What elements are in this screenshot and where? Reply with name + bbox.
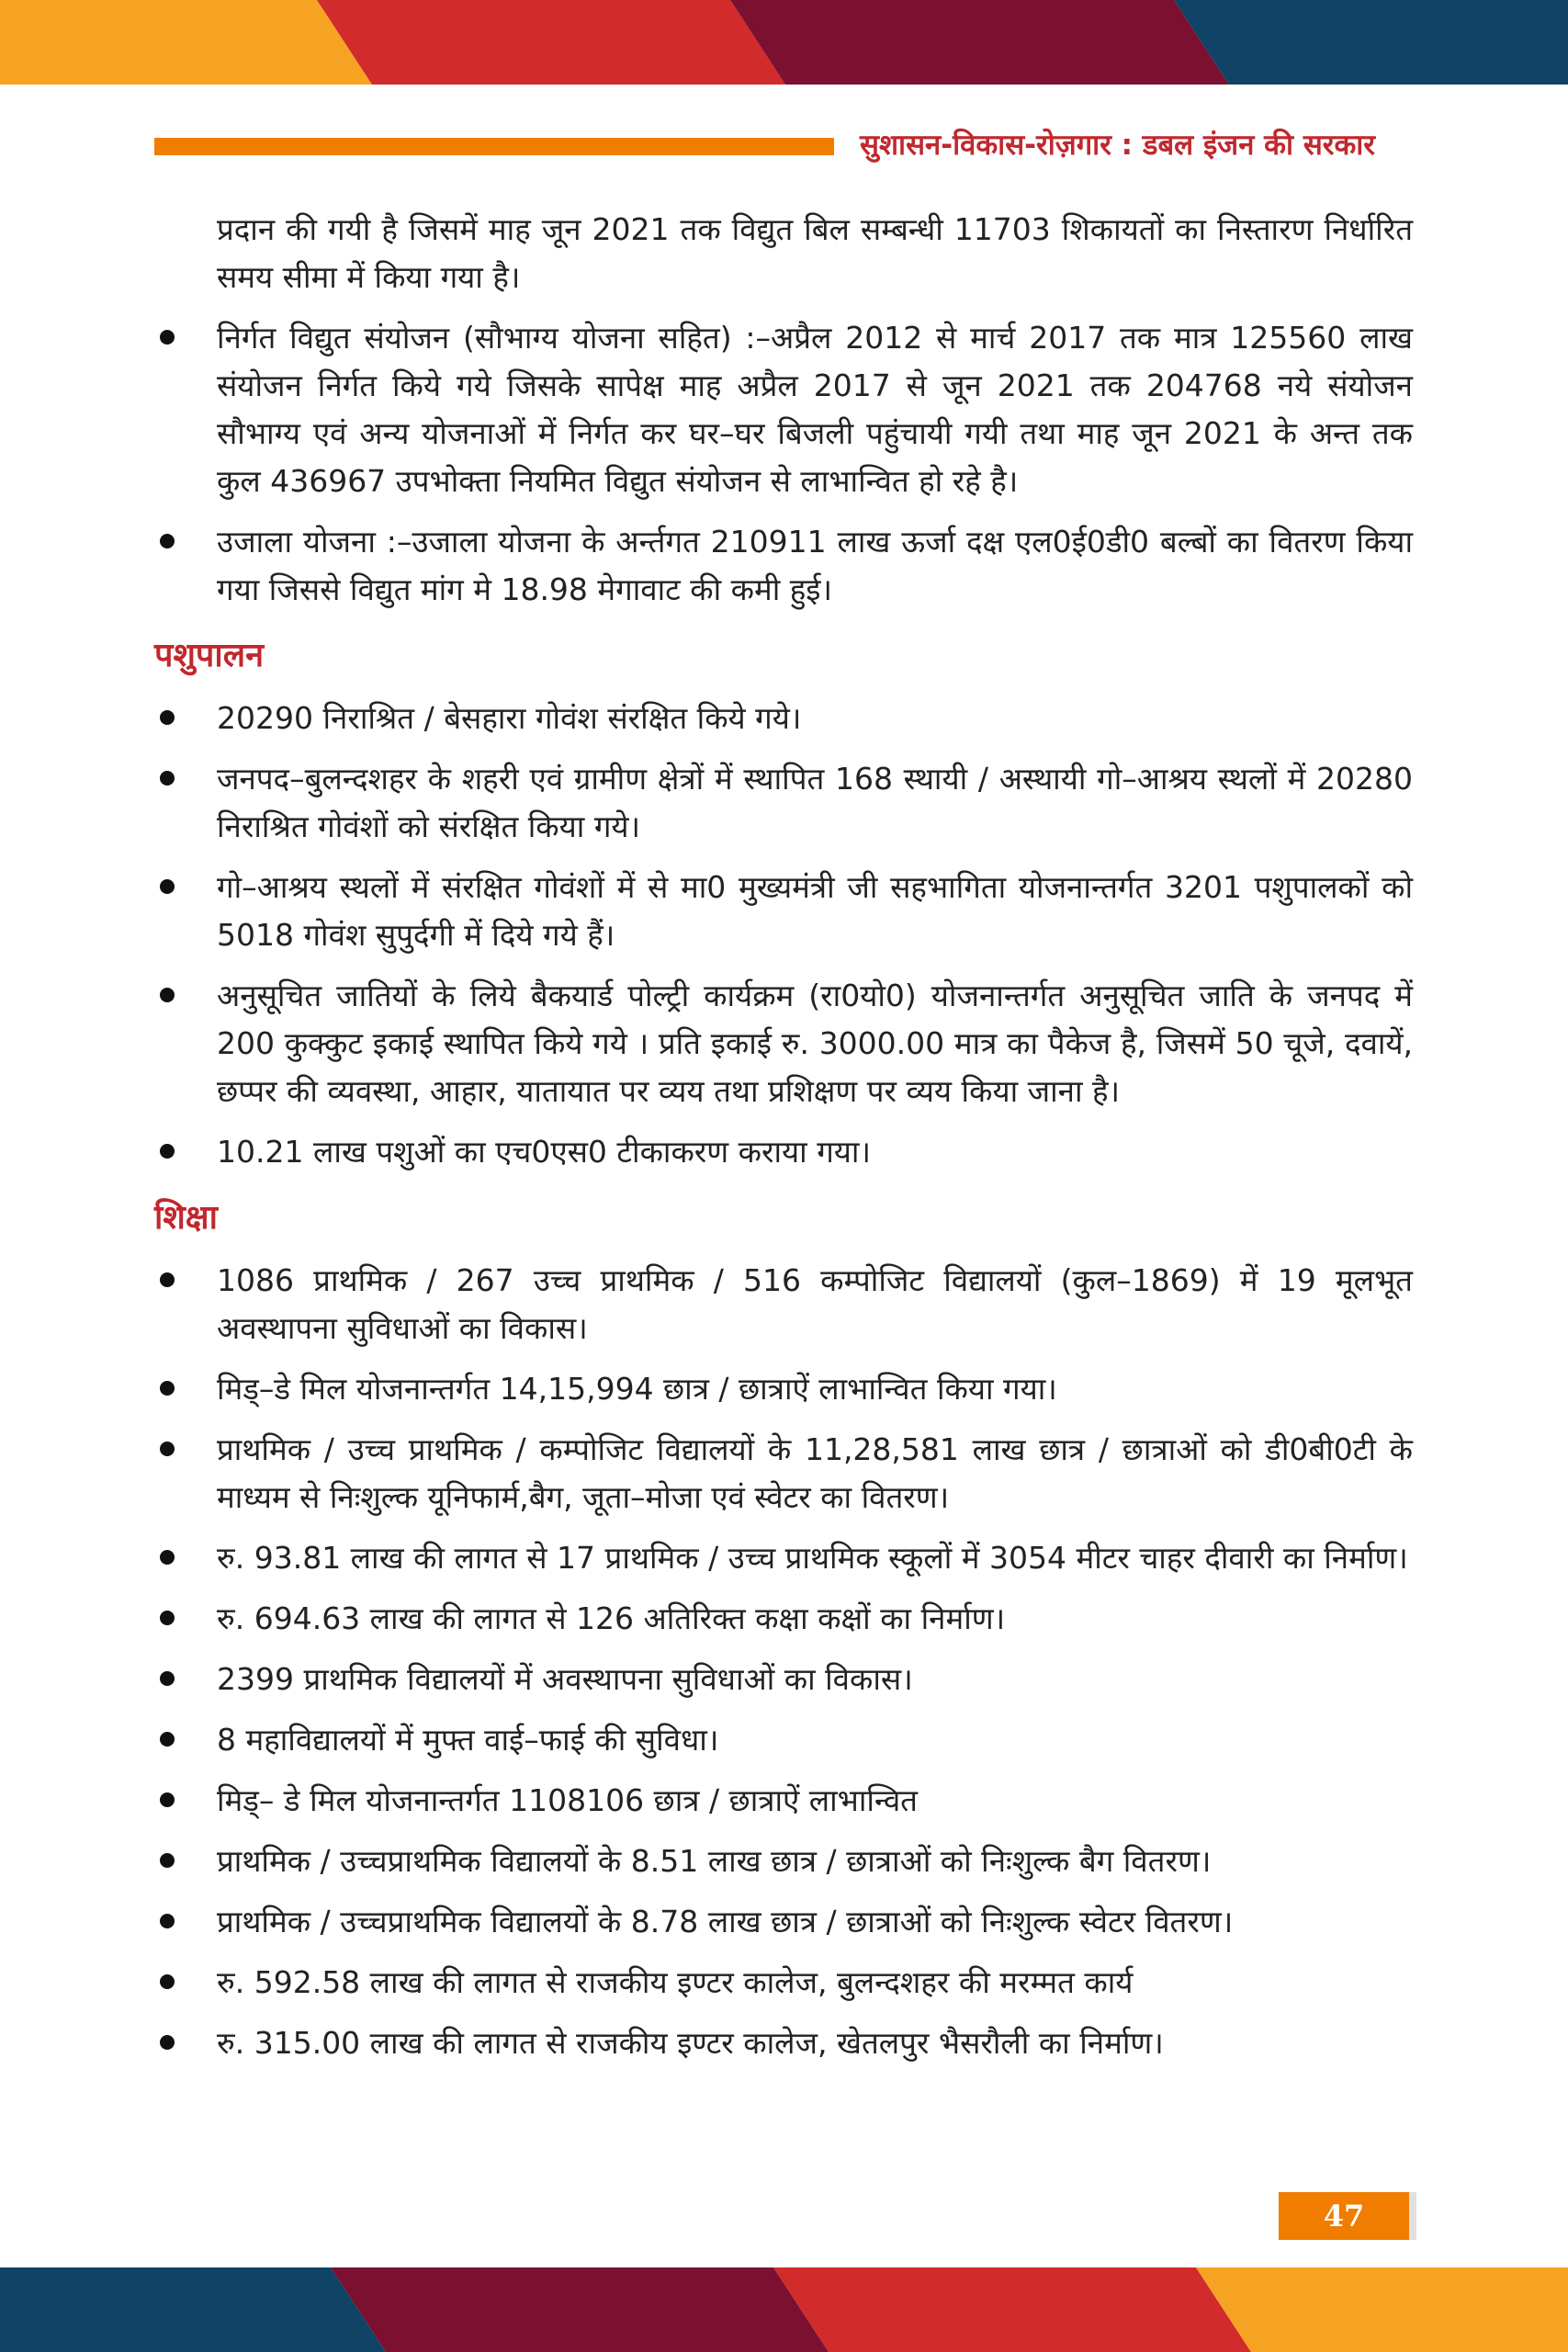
bullet-icon — [160, 1442, 175, 1456]
list-item-text: प्राथमिक / उच्चप्राथमिक विद्यालयों के 8.78 लाख छात्र / छात्राओं को निःशुल्क स्वेटर वितरण। — [217, 1904, 1234, 1939]
bullet-icon — [160, 1792, 175, 1807]
page-number-tab — [1279, 2192, 1409, 2240]
list-item-text: रु. 694.63 लाख की लागत से 126 अतिरिक्त कक्षा कक्षों का निर्माण। — [217, 1600, 1006, 1636]
bullet-icon — [160, 771, 175, 786]
list-item-text: प्राथमिक / उच्चप्राथमिक विद्यालयों के 8.51 लाख छात्र / छात्राओं को निःशुल्क बैग वितरण। — [217, 1843, 1212, 1879]
continuation-paragraph: प्रदान की गयी है जिसमें माह जून 2021 तक विद्युत बिल सम्बन्धी 11703 शिकायतों का निस्तारण निर्धारित समय सीमा में किया गया है। — [217, 211, 1413, 295]
list-item-text: 1086 प्राथमिक / 267 उच्च प्राथमिक / 516 कम्पोजिट विद्यालयों (कुल–1869) में 19 मूलभूत अवस्थापना सुविधाओं का विकास। — [217, 1262, 1413, 1346]
page-number: 47 — [1323, 2199, 1365, 2233]
list-item — [154, 1426, 1413, 1521]
bullet-icon — [160, 2035, 175, 2050]
intro-bullet-list — [154, 314, 1413, 614]
list-item-text: रु. 592.58 लाख की लागत से राजकीय इण्टर कालेज, बुलन्दशहर की मरम्मत कार्य — [217, 1964, 1134, 2000]
bullet-icon — [160, 1272, 175, 1287]
list-item — [154, 518, 1413, 614]
bullet-icon — [160, 1381, 175, 1396]
page-tab-shadow — [1409, 2192, 1416, 2240]
bullet-icon — [160, 1732, 175, 1747]
list-item — [154, 1128, 1413, 1176]
list-item — [154, 1257, 1413, 1352]
list-item — [154, 755, 1413, 851]
header-accent-line — [154, 138, 834, 155]
list-item — [154, 1534, 1413, 1582]
education-list — [154, 1257, 1413, 2067]
bullet-icon — [160, 988, 175, 1002]
list-item — [154, 2019, 1413, 2067]
list-item-text: प्राथमिक / उच्च प्राथमिक / कम्पोजिट विद्यालयों के 11,28,581 लाख छात्र / छात्राओं को डी0बी0टी के माध्यम से निःशुल्क यूनिफार्म,बैग, जूता–मोजा एवं स्वेटर का वितरण। — [217, 1431, 1413, 1515]
list-item — [154, 972, 1413, 1115]
list-item-text: निर्गत विद्युत संयोजन (सौभाग्य योजना सहित) :–अप्रैल 2012 से मार्च 2017 तक मात्र 125560 लाख संयोजन निर्गत किये गये जिसके सापेक्ष माह अप्रैल 2017 से जून 2021 तक 204768 नये संयोजन सौभाग्य एवं अन्य योजनाओं में निर्गत कर घर–घर बिजली पहुंचायी गयी तथा माह जून 2021 के अन्त तक कुल 436967 उपभोक्ता नियमित विद्युत संयोजन से लाभान्वित हो रहे है। — [217, 320, 1413, 499]
section-title-education: शिक्षा — [154, 1199, 218, 1237]
header-title: सुशासन-विकास-रोज़गार : डबल इंजन की सरकार — [860, 129, 1375, 162]
list-item-text: रु. 93.81 लाख की लागत से 17 प्राथमिक / उच्च प्राथमिक स्कूलों में 3054 मीटर चाहर दीवारी का निर्माण। — [217, 1540, 1408, 1576]
bullet-icon — [160, 1550, 175, 1565]
bullet-icon — [160, 1914, 175, 1928]
list-item-text: 20290 निराश्रित / बेसहारा गोवंश संरक्षित किये गये। — [217, 700, 802, 736]
list-item-text: गो–आश्रय स्थलों में संरक्षित गोवंशों में से मा0 मुख्यमंत्री जी सहभागिता योजनान्तर्गत 3201 पशुपालकों को 5018 गोवंश सुपुर्दगी में दिये गये हैं। — [217, 869, 1413, 953]
list-item — [154, 1959, 1413, 2007]
list-item — [154, 864, 1413, 959]
list-item — [154, 695, 1413, 742]
list-item — [154, 1838, 1413, 1885]
list-item — [154, 314, 1413, 505]
bullet-icon — [160, 534, 175, 548]
list-item-text: अनुसूचित जातियों के लिये बैकयार्ड पोल्ट्री कार्यक्रम (रा0यो0) योजनान्तर्गत अनुसूचित जाति के जनपद में 200 कुक्कुट इकाई स्थापित किये गये । प्रति इकाई रु. 3000.00 मात्र का पैकेज है, जिसमें 50 चूजे, दवायें, छप्पर की व्यवस्था, आहार, यातायात पर व्यय तथा प्रशिक्षण पर व्यय किया जाना है। — [217, 978, 1413, 1109]
bullet-icon — [160, 879, 175, 894]
list-item-text: जनपद–बुलन्दशहर के शहरी एवं ग्रामीण क्षेत्रों में स्थापित 168 स्थायी / अस्थायी गो–आश्रय स्थलों में 20280 निराश्रित गोवंशों को संरक्षित किया गये। — [217, 761, 1413, 844]
bullet-icon — [160, 1671, 175, 1686]
main-content — [154, 206, 1413, 2080]
list-item-text: रु. 315.00 लाख की लागत से राजकीय इण्टर कालेज, खेतलपुर भैसरौली का निर्माण। — [217, 2025, 1164, 2061]
list-item — [154, 1656, 1413, 1703]
bullet-icon — [160, 1144, 175, 1159]
bullet-icon — [160, 1611, 175, 1625]
list-item-text: 10.21 लाख पशुओं का एच0एस0 टीकाकरण कराया गया। — [217, 1134, 871, 1170]
list-item-text: मिड्–डे मिल योजनान्तर्गत 14,15,994 छात्र / छात्राऐं लाभान्वित किया गया। — [217, 1371, 1057, 1407]
animal-husbandry-list — [154, 695, 1413, 1176]
top-decorative-band — [0, 0, 1568, 85]
list-item — [154, 1365, 1413, 1413]
list-item-text: 8 महाविद्यालयों में मुफ्त वाई–फाई की सुविधा। — [217, 1722, 719, 1758]
list-item-text: 2399 प्राथमिक विद्यालयों में अवस्थापना सुविधाओं का विकास। — [217, 1661, 913, 1697]
bullet-icon — [160, 330, 175, 345]
list-item — [154, 1777, 1413, 1825]
list-item — [154, 1716, 1413, 1764]
bottom-decorative-band — [0, 2267, 1568, 2352]
list-item — [154, 1595, 1413, 1643]
list-item-text: मिड्– डे मिल योजनान्तर्गत 1108106 छात्र / छात्राऐं लाभान्वित — [217, 1782, 918, 1818]
bullet-icon — [160, 710, 175, 725]
section-title-animal-husbandry: पशुपालन — [154, 637, 265, 674]
bullet-icon — [160, 1974, 175, 1989]
bullet-icon — [160, 1853, 175, 1868]
list-item-text: उजाला योजना :–उजाला योजना के अर्न्तगत 210911 लाख ऊर्जा दक्ष एल0ई0डी0 बल्बों का वितरण किया गया जिससे विद्युत मांग मे 18.98 मेगावाट की कमी हुई। — [217, 524, 1413, 607]
list-item — [154, 1898, 1413, 1946]
